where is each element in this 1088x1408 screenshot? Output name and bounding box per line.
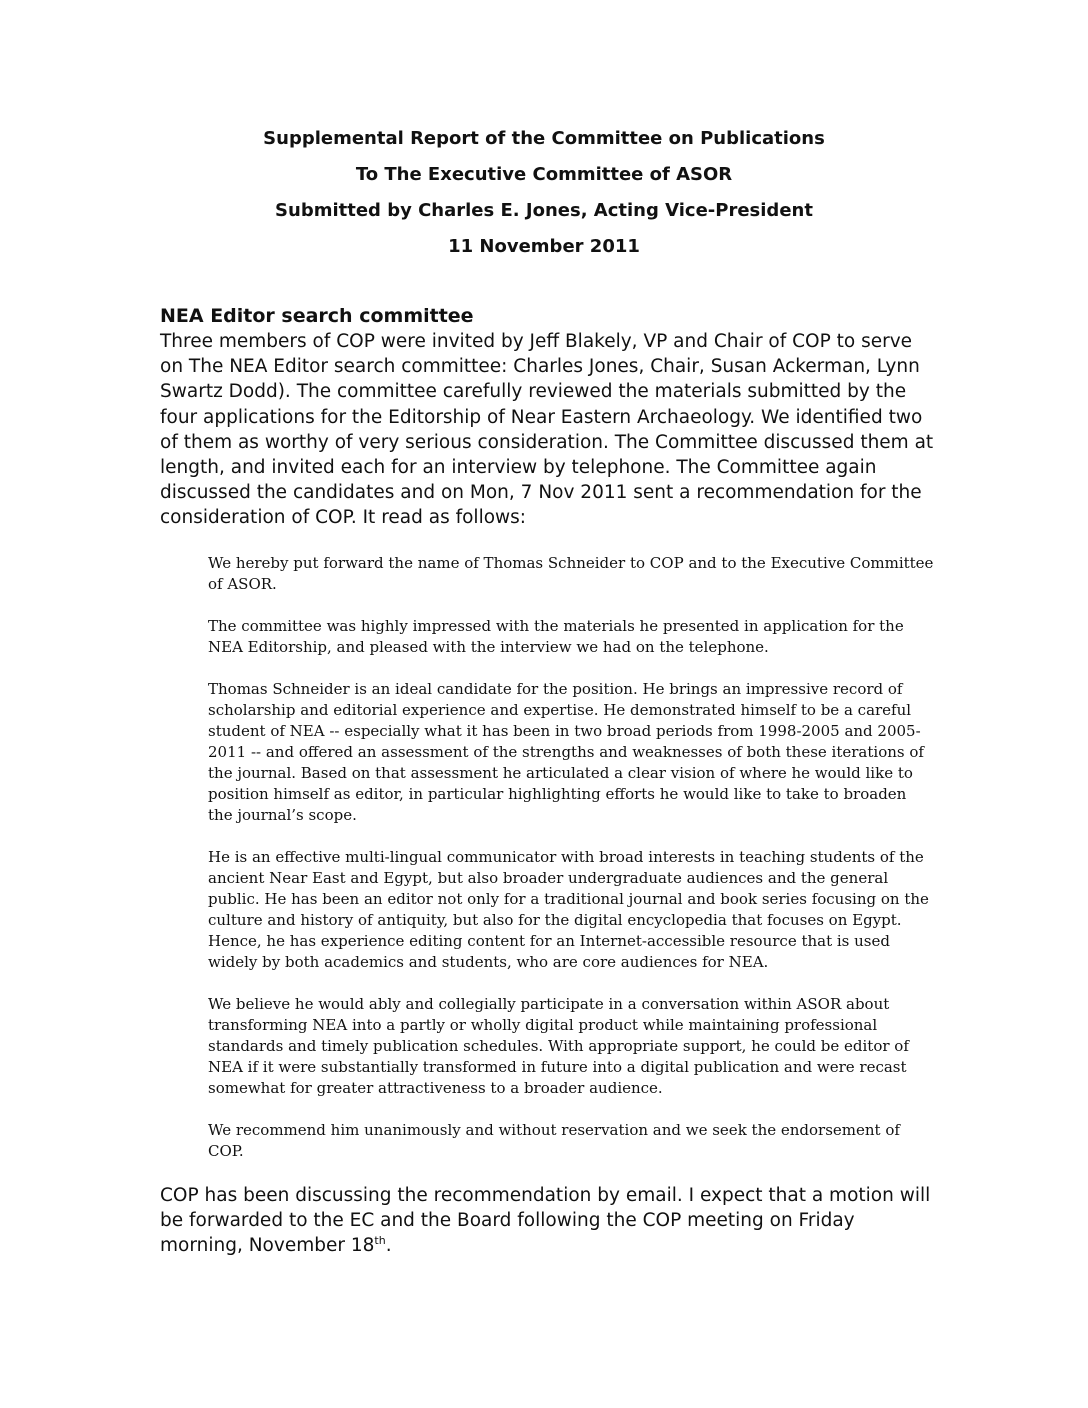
ordinal-suffix: th: [374, 1234, 386, 1248]
quote-paragraph-5: We believe he would ably and collegially participate in a conversation within ASOR about transforming NEA into a partly or wholly digital product while maintaining professional standards and timely publication schedules. With appropriate support, he could be editor of NEA if it were substantially transformed in future into a digital publication and were recast somewhat for greater attractiveness to a broader audience.: [208, 995, 909, 1097]
report-date: 11 November 2011: [448, 236, 640, 257]
intro-paragraph: Three members of COP were invited by Jeff Blakely, VP and Chair of COP to serve on The NEA Editor search committee: Charles Jones, Chair, Susan Ackerman, Lynn Swartz Dodd). The committee carefully reviewed the materials submitted by the four applications for the Editorship of Near Eastern Archaeology. We identified two of them as worthy of very serious consideration. The Committee discussed them at length, and invited each for an interview by telephone. The Committee again discussed the candidates and on Mon, 7 Nov 2011 sent a recommendation for the consideration of COP. It read as follows:: [160, 331, 934, 529]
section-heading: NEA Editor search committee: [160, 305, 474, 327]
report-recipient: To The Executive Committee of ASOR: [355, 164, 733, 185]
closing-text: COP has been discussing the recommendation by email. I expect that a motion will be forwarded to the EC and the Board following the COP meeting on Friday morning, November 18: [160, 1185, 931, 1257]
closing-period: .: [385, 1235, 392, 1257]
quote-paragraph-2: The committee was highly impressed with the materials he presented in application for the NEA Editorship, and pleased with the interview we had on the telephone.: [208, 617, 904, 656]
quote-paragraph-6: We recommend him unanimously and without reservation and we seek the endorsement of COP.: [208, 1121, 900, 1160]
quote-paragraph-1: We hereby put forward the name of Thomas Schneider to COP and to the Executive Committee of ASOR.: [208, 554, 934, 593]
report-header: [0, 128, 1088, 272]
report-author: Submitted by Charles E. Jones, Acting Vice-President: [275, 200, 813, 221]
recommendation-quote: [208, 553, 935, 1183]
quote-paragraph-3: Thomas Schneider is an ideal candidate for the position. He brings an impressive record of scholarship and editorial experience and expertise. He demonstrated himself to be a careful student of NEA -- especially what it has been in two broad periods from 1998-2005 and 2005-2011 -- and offered an assessment of the strengths and weaknesses of both these iterations of the journal. Based on that assessment he articulated a clear vision of where he would like to position himself as editor, in particular highlighting efforts he would like to take to broaden the journal’s scope.: [208, 680, 924, 824]
report-title: Supplemental Report of the Committee on Publications: [263, 128, 825, 149]
closing-paragraph: [160, 1183, 935, 1259]
quote-paragraph-4: He is an effective multi-lingual communicator with broad interests in teaching students of the ancient Near East and Egypt, but also broader undergraduate audiences and the general public. He has been an editor not only for a traditional journal and book series focusing on the culture and history of antiquity, but also for the digital encyclopedia that focuses on Egypt. Hence, he has experience editing content for an Internet-accessible resource that is used widely by both academics and students, who are core audiences for NEA.: [208, 848, 929, 971]
